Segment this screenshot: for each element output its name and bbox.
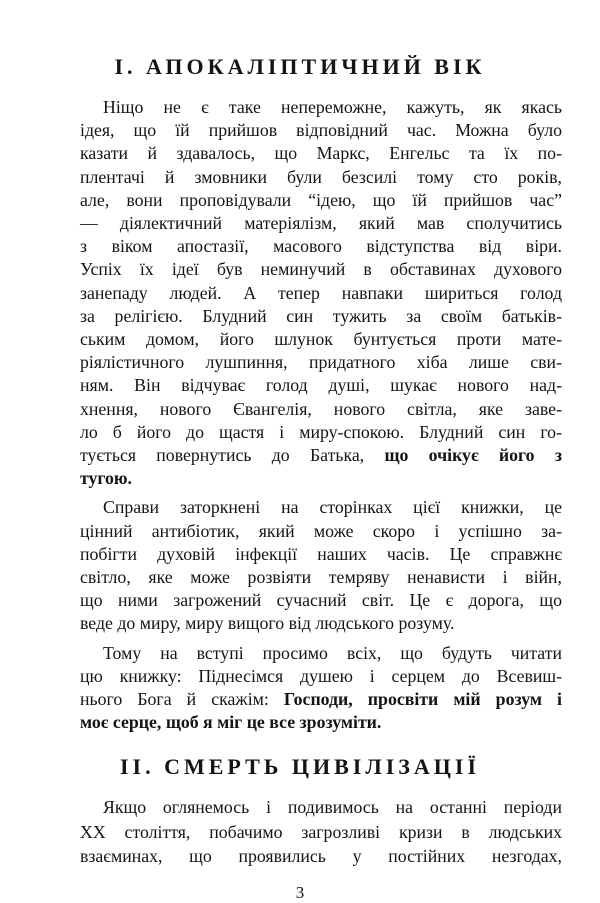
text-line: казати й здавалось, що Маркс, Енгельс та їх по- xyxy=(80,143,562,164)
text-line-bold: моє серце, щоб я міг це все зрозуміти. xyxy=(80,712,382,733)
page-number: 3 xyxy=(295,883,305,902)
text-line: за релігією. Блудний син тужить за своїм батьків- xyxy=(80,305,562,326)
text-line: ням. Він відчуває голод душі, шукає нового над- xyxy=(80,375,562,396)
text-line: з віком апостазії, масового відступства від віри. xyxy=(80,236,562,257)
text-line: XX століття, побачимо загрозливі кризи в людських xyxy=(80,821,562,842)
text-line: взаєминах, що проявились у постійних незгодах, xyxy=(80,845,562,866)
text-line: Успіх їх ідеї був неминучий в обставинах духового xyxy=(80,259,562,280)
text-line: ріялістичного лушпиння, придатного хіба лише сви- xyxy=(80,352,562,373)
section-heading-death-of-civilization: II. СМЕРТЬ ЦИВІЛІЗАЦІЇ xyxy=(119,754,481,780)
bold-phrase: що очікує його з xyxy=(384,445,562,465)
text-line: веде до миру, миру вищого від людського розуму. xyxy=(80,613,455,634)
text-line: побігти духовій інфекції наших часів. Це справжнє xyxy=(80,543,562,564)
text-line: що ними загрожений сучасний світ. Це є дорога, що xyxy=(80,590,562,611)
text-line-bold: тугою. xyxy=(80,468,132,489)
text-segment: тується повернутись до Батька, xyxy=(80,445,365,465)
text-line: — діялектичний матеріялізм, який мав сполучитись xyxy=(80,213,562,233)
text-segment: нього Бога й скажім: xyxy=(80,689,269,709)
text-line: Ніщо не є таке непереможне, кажуть, як якась xyxy=(103,97,562,117)
text-line: плентачі й змовники були безсилі тому сто років, xyxy=(80,166,562,187)
text-line: цю книжку: Піднесімся душею і серцем до Всевиш- xyxy=(80,665,562,686)
text-line: Справи заторкнені на сторінках цієї книжки, це xyxy=(103,497,562,518)
bold-phrase: Господи, просвіти мій розум і xyxy=(283,689,563,709)
text-line: занепаду людей. А тепер навпаки шириться голод xyxy=(80,282,562,303)
text-line: ським домом, його шлунок бунтується проти мате- xyxy=(80,329,562,349)
text-line: хнення, нового Євангелія, нового світла, яке заве- xyxy=(80,398,562,419)
text-line xyxy=(80,444,562,467)
text-line: світло, яке може розвіяти темряву ненависти і війн, xyxy=(80,567,562,587)
text-line: Тому на вступі просимо всіх, що будуть читати xyxy=(103,642,562,663)
text-line: цінний антибіотик, який може скоро і успішно за- xyxy=(80,520,562,541)
text-line-mixed xyxy=(80,688,562,711)
text-line: ло б його до щастя і миру-спокою. Блудний син го- xyxy=(80,421,562,442)
text-line: Якщо оглянемось і подивимось на останні періоди xyxy=(103,797,562,818)
text-line: ідея, що їй прийшов відповідний час. Можна було xyxy=(80,120,562,141)
section-heading-apocalyptic-age: І. АПОКАЛІПТИЧНИЙ ВІК xyxy=(114,54,486,79)
text-line: але, вони проповідували “ідею, що їй прийшов час” xyxy=(80,189,562,210)
